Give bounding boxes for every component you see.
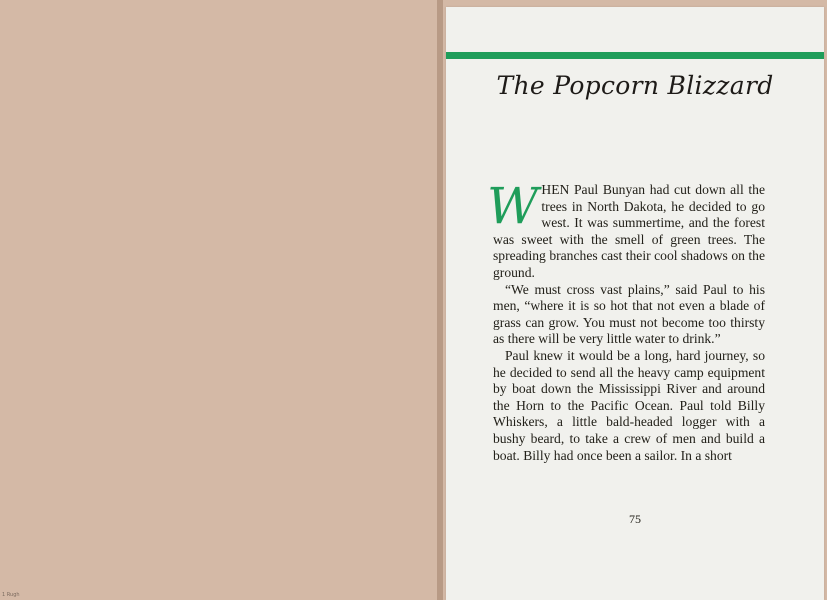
paragraph-3: Paul knew it would be a long, hard journey, so he decided to send all the heavy camp equipment by boat down the Mississippi River and around the Horn to the Pacific Ocean. Paul told Billy Whiskers, a little bald-headed logger with a bushy beard, to take a crew of men and build a boat. Billy had once been a sailor. In a short (493, 347, 765, 463)
scan-corner-mark: 1 Rugh (2, 592, 20, 598)
book-gutter (437, 0, 443, 600)
paragraph-2: “We must cross vast plains,” said Paul to his men, “where it is so hot that not even a blade of grass can grow. You must not become too thirsty as there will be very little water to drink.” (493, 281, 765, 347)
green-header-rule (446, 52, 824, 59)
chapter-title: The Popcorn Blizzard (496, 71, 774, 100)
paragraph-1 (487, 177, 765, 282)
page-number: 75 (629, 512, 641, 526)
drop-cap: W (487, 177, 539, 235)
chapter-body (487, 177, 765, 464)
paragraph-1-text: HEN Paul Bunyan had cut down all the trees in North Dakota, he decided to go west. It was summertime, and the forest was sweet with the smell of green trees. The spreading branches cast their cool shadows on the ground. (493, 182, 765, 280)
right-page (446, 7, 824, 600)
